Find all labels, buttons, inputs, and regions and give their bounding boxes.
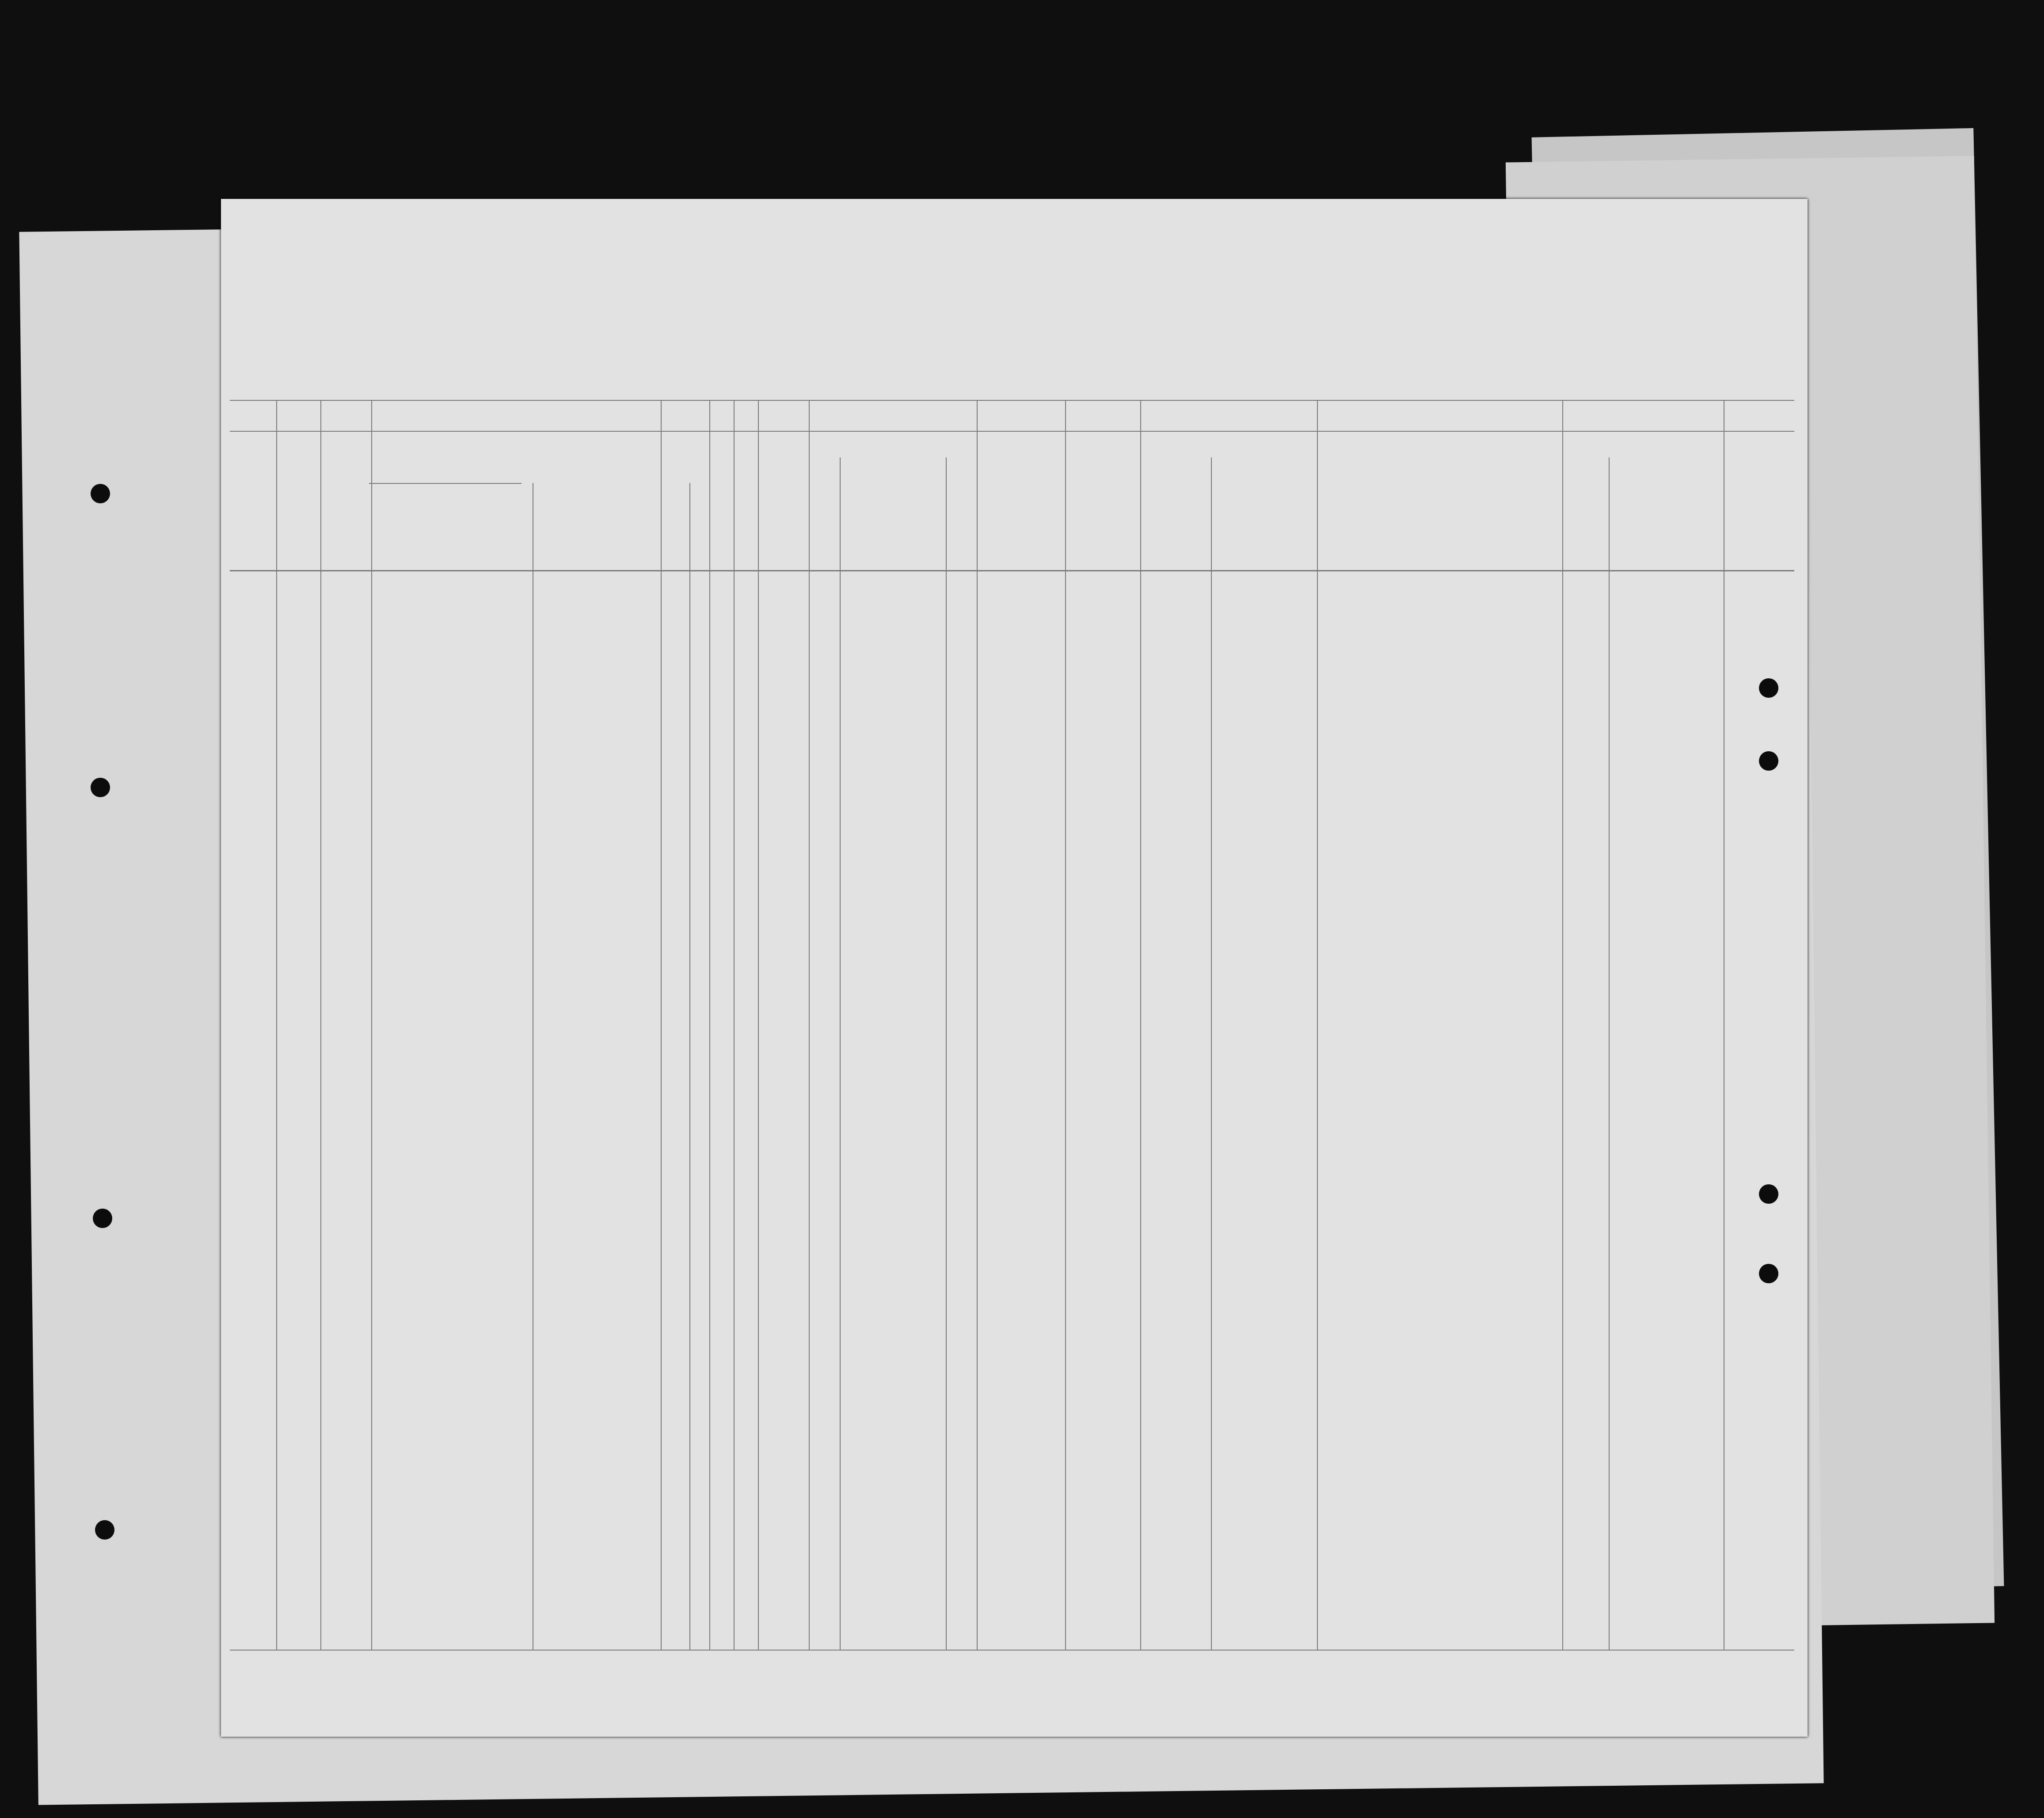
punch-hole: [1759, 678, 1778, 698]
punch-hole: [91, 484, 110, 503]
manifest-table: [230, 400, 1794, 1651]
manifest-sheet: [221, 199, 1808, 1737]
punch-hole: [91, 778, 110, 797]
punch-hole: [1759, 1264, 1778, 1283]
punch-hole: [93, 1209, 112, 1228]
punch-hole: [95, 1520, 114, 1540]
punch-hole: [1759, 1184, 1778, 1204]
punch-hole: [1759, 751, 1778, 771]
